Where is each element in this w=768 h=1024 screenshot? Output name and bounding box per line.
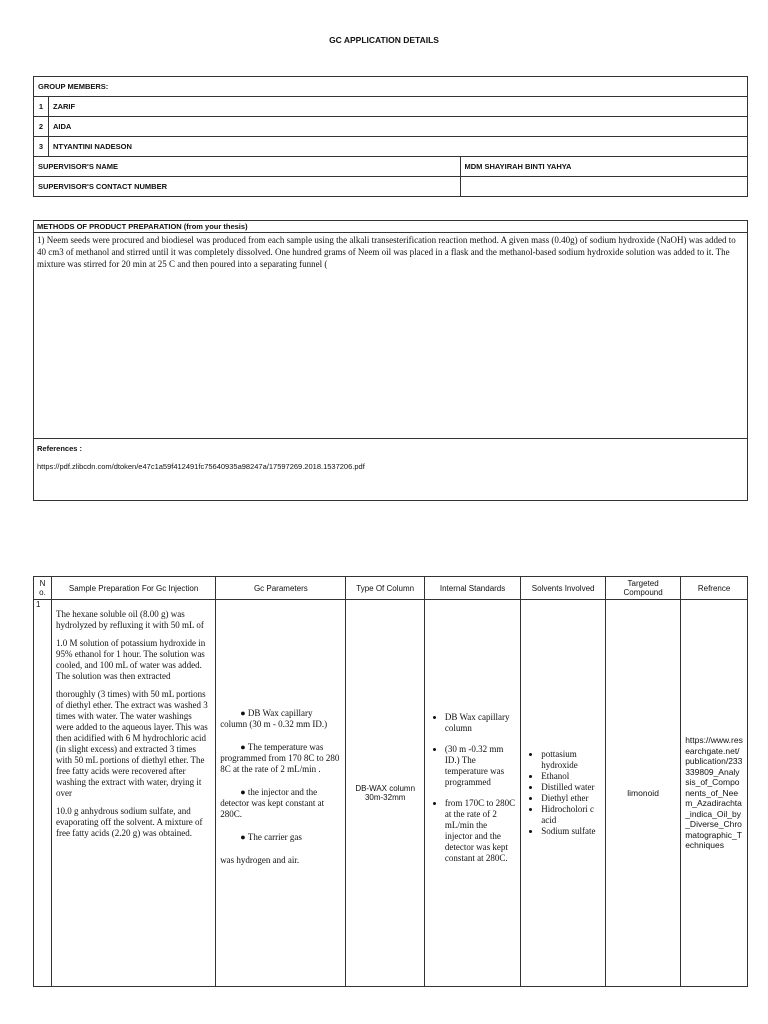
targeted-compound-cell: limonoid <box>606 600 681 987</box>
solvent-item: • Diethyl ether <box>541 793 601 804</box>
header-gc-parameters: Gc Parameters <box>216 577 346 600</box>
sample-prep-cell <box>52 600 216 987</box>
table-header-row <box>34 577 748 600</box>
methods-heading: METHODS OF PRODUCT PREPARATION (from your thesis) <box>34 221 747 233</box>
gc-param: was hydrogen and air. <box>220 855 300 865</box>
document-title: GC APPLICATION DETAILS <box>329 35 439 45</box>
supervisor-contact-value <box>460 177 748 197</box>
group-members-heading: GROUP MEMBERS: <box>34 77 748 97</box>
header-internal-standards: Internal Standards <box>424 577 520 600</box>
prep-paragraph: 10.0 g anhydrous sodium sulfate, and evaporating off the solvent. A mixture of free fatty acids (2.20 g) was obtained. <box>56 806 203 838</box>
member-row <box>34 137 748 157</box>
solvent-item: • pottasium hydroxide <box>541 749 601 771</box>
gc-param: ● The carrier gas <box>240 832 302 842</box>
header-solvents: Solvents Involved <box>521 577 606 600</box>
internal-standard-item: • from 170C to 280C at the rate of 2 mL/min the injector and the detector was kept constant at 280C. <box>445 798 516 864</box>
solvents-cell <box>521 600 606 987</box>
prep-paragraph: thoroughly (3 times) with 50 mL portions of diethyl ether. The extract was washed 3 times with water. The water washings were added to the aqueous layer. This was then acidified with 6 M hydrochloric acid (in slight excess) and extracted 3 times with 50 mL portions of diethyl ether. The free fatty acids were recovered after washing the extract with water, drying it over <box>56 689 208 798</box>
internal-standard-item: • (30 m -0.32 mm ID.) The temperature was programmed <box>445 744 516 788</box>
internal-standard-item: • DB Wax capillary column <box>445 712 516 734</box>
methods-text: 1) Neem seeds were procured and biodiesel was produced from each sample using the alkali transesterification reaction method. A given mass (0.40g) of sodium hydroxide (NaOH) was added to 40 cm3 of methanol and stirred until it was completely dissolved. One hundred grams of Neem oil was placed in a flask and the methanol-based sodium hydroxide solution was added to it. The mixture was stirred for 20 min at 25 C and then poured into a separating funnel ( <box>34 233 747 439</box>
member-number: 2 <box>34 117 49 137</box>
gc-details-table <box>33 576 748 987</box>
header-sample-prep: Sample Preparation For Gc Injection <box>52 577 216 600</box>
member-number: 1 <box>34 97 49 117</box>
group-members-table <box>33 76 748 197</box>
member-name: ZARIF <box>49 97 748 117</box>
header-no: N o. <box>34 577 52 600</box>
solvent-item: • Ethanol <box>541 771 601 782</box>
solvent-item: • Distilled water <box>541 782 601 793</box>
solvent-item: • Hidrocholori c acid <box>541 804 601 826</box>
solvent-item: • Sodium sulfate <box>541 826 601 837</box>
methods-section <box>33 220 748 501</box>
references-heading: References : <box>37 444 83 453</box>
gc-parameters-cell <box>216 600 346 987</box>
header-column-type: Type Of Column <box>346 577 424 600</box>
member-row <box>34 117 748 137</box>
prep-paragraph: The hexane soluble oil (8.00 g) was hydrolyzed by refluxing it with 50 mL of <box>56 609 204 630</box>
reference-url: https://pdf.zlibcdn.com/dtoken/e47c1a59f412491fc75640935a98247a/17597269.2018.1537206.pdf <box>37 462 365 471</box>
supervisor-name-value: MDM SHAYIRAH BINTI YAHYA <box>460 157 748 177</box>
member-name: AIDA <box>49 117 748 137</box>
member-row <box>34 97 748 117</box>
gc-param: ● DB Wax capillary column (30 m - 0.32 mm ID.) <box>220 708 328 729</box>
member-name: NTYANTINI NADESON <box>49 137 748 157</box>
gc-param: ● the injector and the detector was kept constant at 280C. <box>220 787 325 819</box>
column-type-cell: DB-WAX column 30m-32mm <box>346 600 424 987</box>
internal-standards-cell <box>424 600 520 987</box>
header-reference: Refrence <box>681 577 748 600</box>
table-row <box>34 600 748 987</box>
header-targeted-compound: Targeted Compound <box>606 577 681 600</box>
gc-param: ● The temperature was programmed from 170 8C to 280 8C at the rate of 2 mL/min . <box>220 742 340 774</box>
supervisor-name-label: SUPERVISOR'S NAME <box>34 157 461 177</box>
prep-paragraph: 1.0 M solution of potassium hydroxide in 95% ethanol for 1 hour. The solution was cooled, and 100 mL of water was added. The solution was then extracted <box>56 638 206 681</box>
member-number: 3 <box>34 137 49 157</box>
supervisor-contact-label: SUPERVISOR'S CONTACT NUMBER <box>34 177 461 197</box>
reference-link[interactable]: https://www.researchgate.net/publication/233339809_Analysis_of_Components_of_Neem_Azadirachta_indica_Oil_by_Diverse_Chromatographic_Techniques <box>681 600 748 987</box>
row-number: 1 <box>34 600 52 987</box>
